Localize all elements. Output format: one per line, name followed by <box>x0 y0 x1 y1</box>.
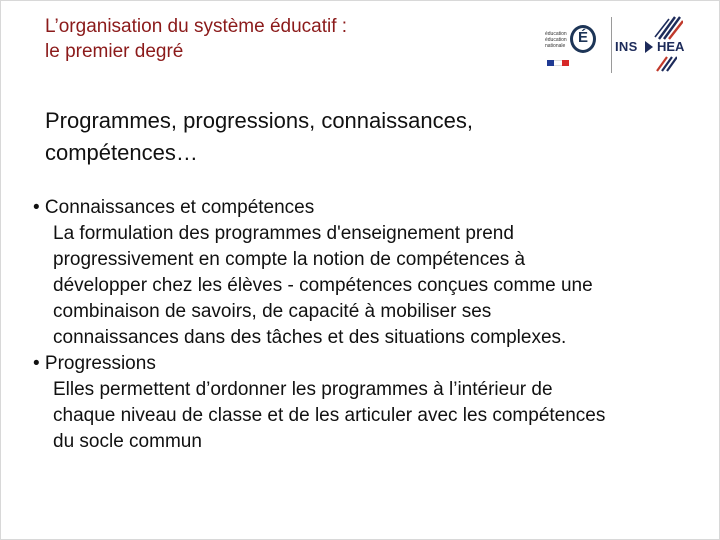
paragraph-line: du socle commun <box>53 431 202 452</box>
logo-divider <box>611 17 612 73</box>
ministry-emblem-icon <box>570 25 596 53</box>
ministry-letter: É <box>577 29 588 46</box>
inshea-logo-left: INS <box>615 39 638 54</box>
paragraph-line: développer chez les élèves - compétences conçues comme une <box>53 275 593 296</box>
paragraph-line: chaque niveau de classe et de les articuler avec les compétences <box>53 405 606 426</box>
inshea-stripes-bottom-icon <box>655 55 677 73</box>
paragraph-line: progressivement en compte la notion de compétences à <box>53 249 526 270</box>
header-title-line-2: le premier degré <box>45 41 184 62</box>
bullet-heading: • Connaissances et compétences <box>33 197 315 218</box>
ministry-text: éducation éducation nationale <box>545 31 567 49</box>
inshea-stripes-icon <box>653 15 683 41</box>
paragraph-line: La formulation des programmes d'enseignement prend <box>53 223 514 244</box>
paragraph-line: Elles permettent d’ordonner les programmes à l’intérieur de <box>53 379 553 400</box>
paragraph <box>33 221 605 351</box>
paragraph-line: connaissances dans des tâches et des situations complexes. <box>53 327 567 348</box>
content-body <box>33 195 605 455</box>
header-title-line-1: L’organisation du système éducatif : <box>45 16 348 37</box>
logos <box>535 11 703 77</box>
bullet-heading: • Progressions <box>33 353 156 374</box>
inshea-logo-right: HEA <box>657 39 685 54</box>
inshea-arrow-icon <box>643 39 657 55</box>
header-title <box>45 14 347 64</box>
section-title-line-2: compétences… <box>45 140 198 165</box>
republic-flag-icon <box>547 60 569 66</box>
paragraph-line: combinaison de savoirs, de capacité à mobiliser ses <box>53 301 492 322</box>
section-title-line-1: Programmes, progressions, connaissances, <box>45 108 473 133</box>
paragraph <box>33 377 605 455</box>
section-title <box>45 105 473 169</box>
